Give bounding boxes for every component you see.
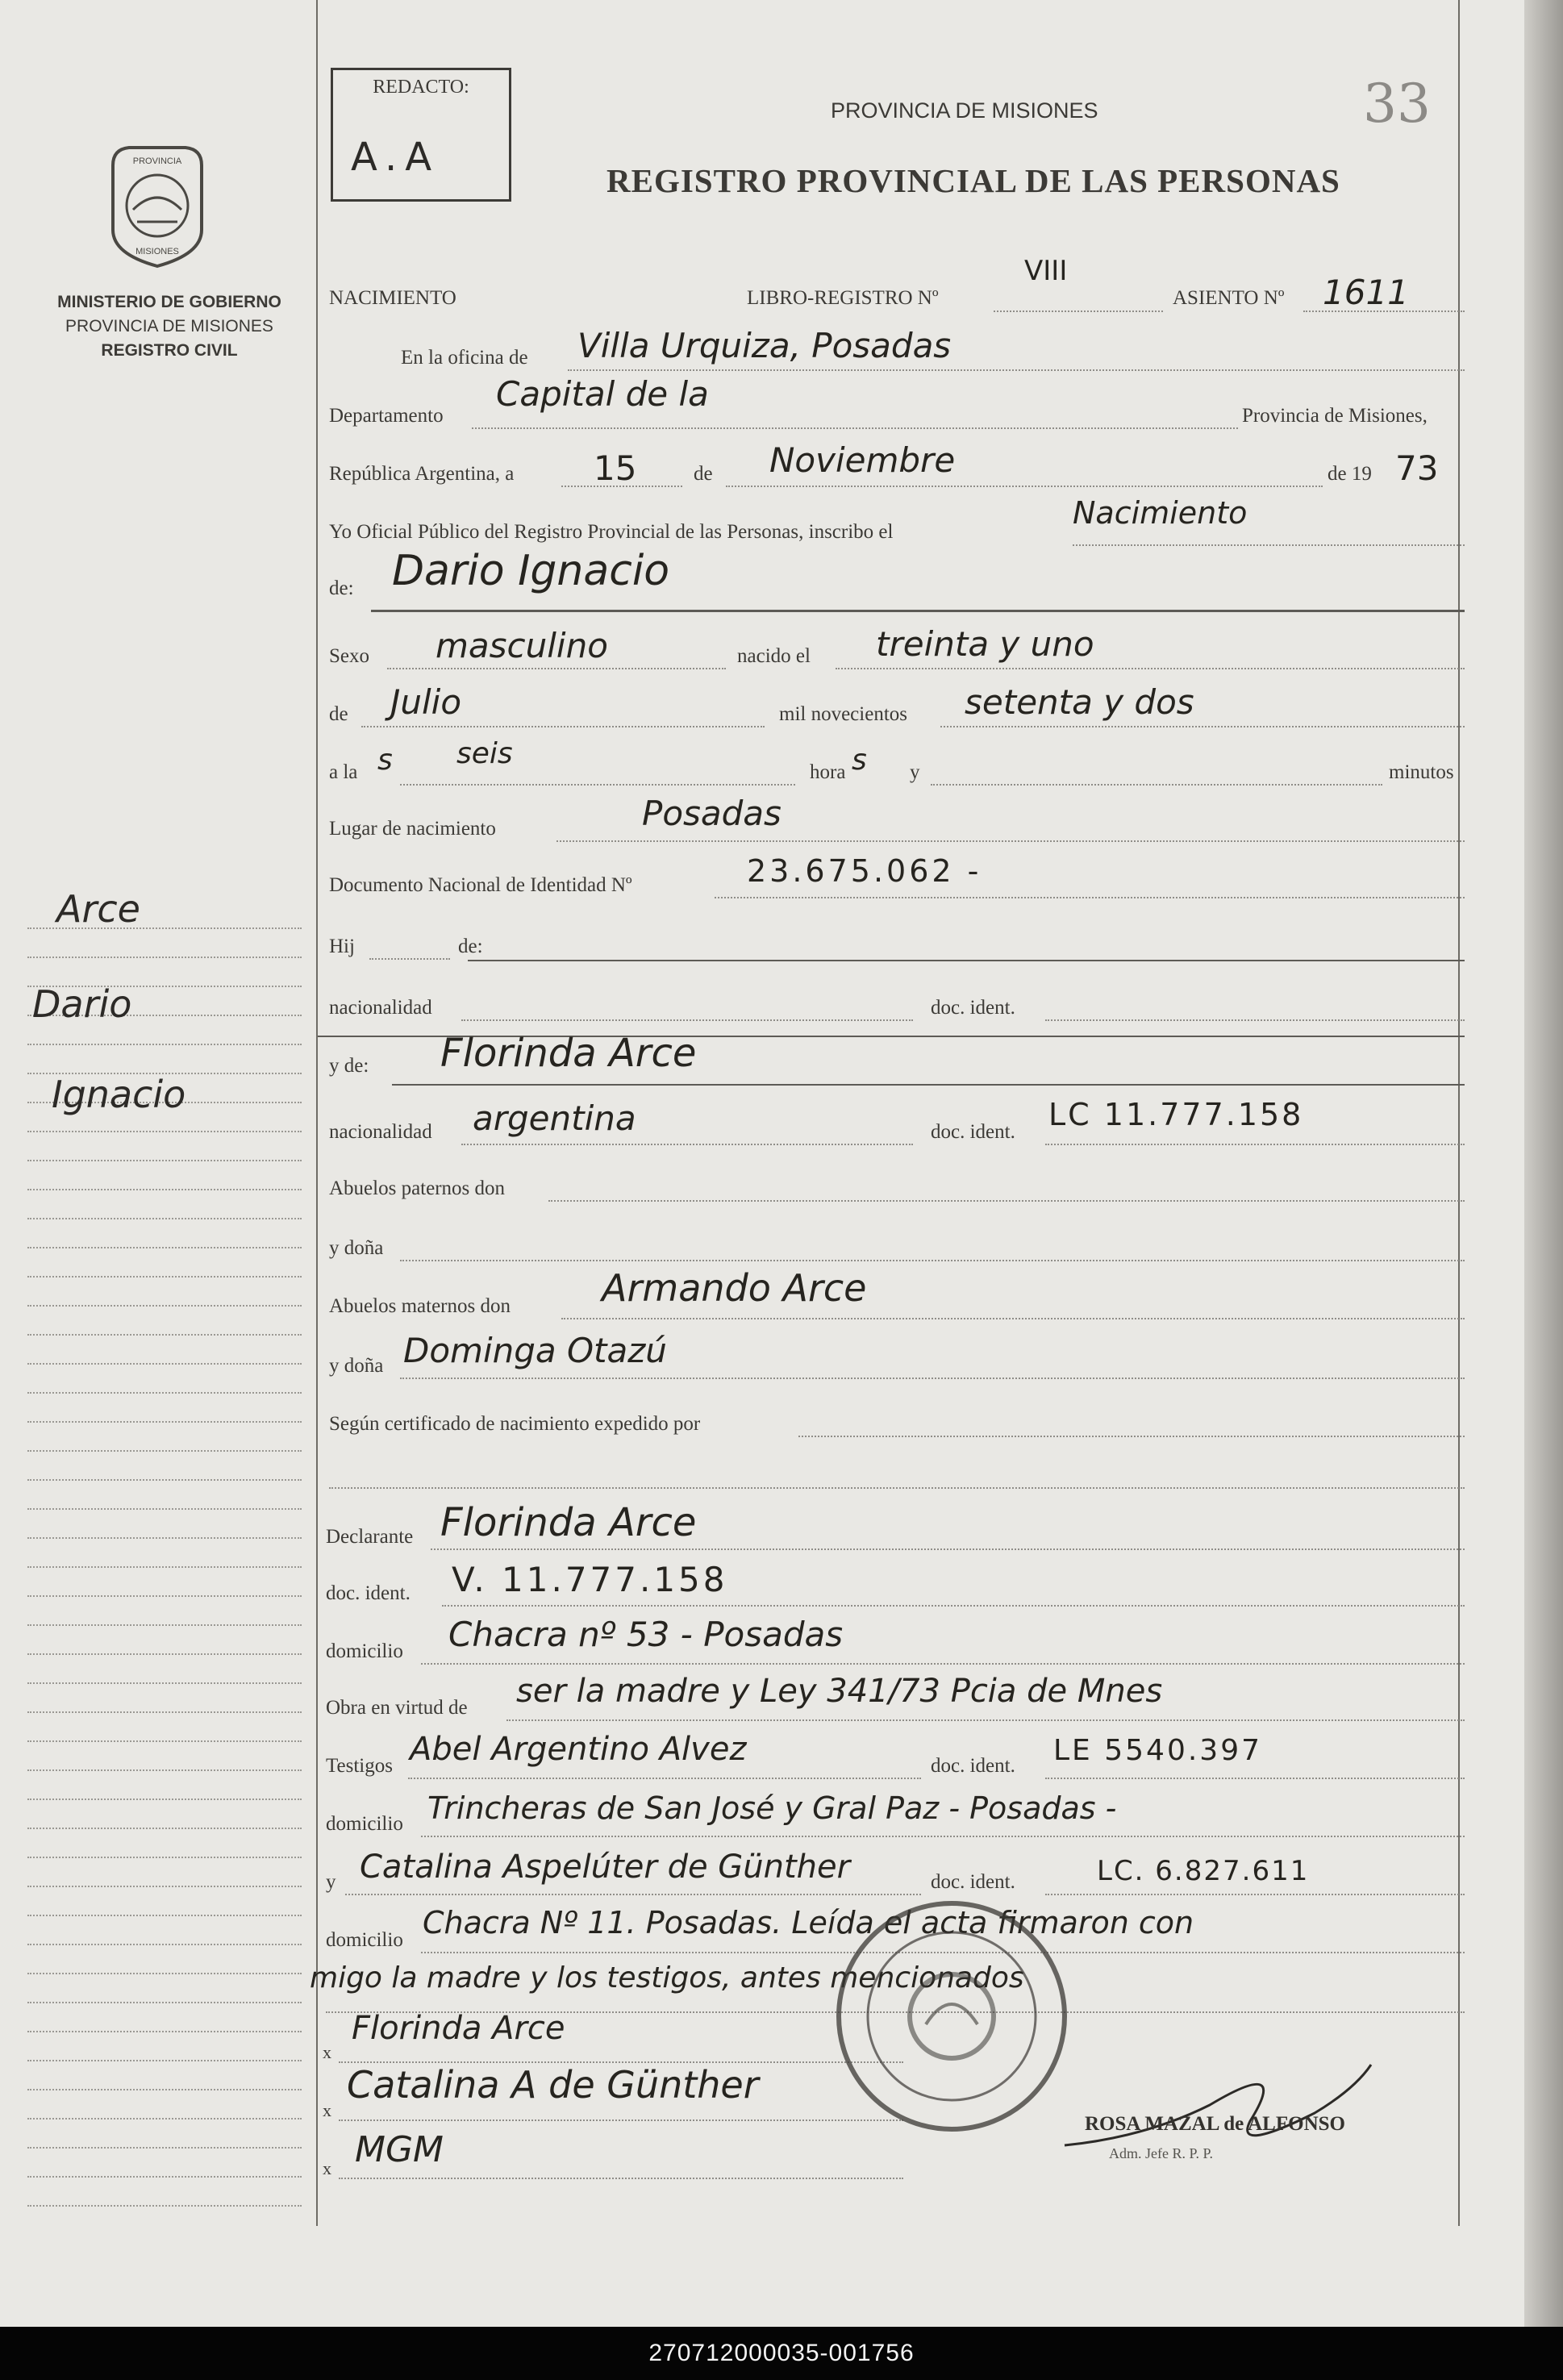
y-dona2-label: y doña bbox=[329, 1355, 384, 1377]
ministry-header bbox=[32, 290, 306, 363]
margin-rule bbox=[27, 1421, 302, 1423]
ala-label: a la bbox=[329, 761, 358, 783]
segun-line bbox=[798, 1436, 1465, 1437]
abuelos-pat-label: Abuelos paternos don bbox=[329, 1177, 506, 1199]
margin-rule bbox=[27, 1886, 302, 1887]
margin-rule bbox=[27, 1740, 302, 1742]
sig-x-2: x bbox=[323, 2100, 331, 2120]
oficial-text: Yo Oficial Público del Registro Provincial de las Personas, inscribo el bbox=[329, 521, 894, 543]
minutos-label: minutos bbox=[1389, 761, 1454, 783]
margin-rule bbox=[27, 1944, 302, 1945]
testigo2-value: Catalina Aspelúter de Günther bbox=[360, 1849, 851, 1886]
child-name-value: Dario Ignacio bbox=[392, 547, 670, 595]
lugar-label: Lugar de nacimiento bbox=[329, 818, 496, 840]
testigos-label: Testigos bbox=[326, 1755, 393, 1777]
seal-text-bottom: MISIONES bbox=[135, 247, 179, 256]
hij-label: Hij bbox=[329, 936, 355, 957]
margin-rule bbox=[27, 1595, 302, 1597]
margin-rule bbox=[27, 1799, 302, 1800]
testigo1-doc-label: doc. ident. bbox=[931, 1755, 1015, 1777]
nacionalidad-label: nacionalidad bbox=[329, 997, 432, 1019]
asiento-label: ASIENTO Nº bbox=[1173, 287, 1285, 309]
margin-rule bbox=[27, 1276, 302, 1278]
inscribo-line bbox=[1073, 544, 1465, 546]
margin-rule bbox=[27, 1044, 302, 1045]
mother-nationality-value: argentina bbox=[473, 1098, 636, 1138]
minutos-line bbox=[931, 784, 1382, 786]
obra-line bbox=[506, 1719, 1465, 1721]
name-underline bbox=[371, 610, 1465, 612]
domicilio3-label: domicilio bbox=[326, 1929, 403, 1951]
right-border bbox=[1458, 0, 1460, 2226]
testigo1-line bbox=[408, 1778, 921, 1779]
horas-suffix: s bbox=[852, 744, 867, 777]
margin-rule bbox=[27, 957, 302, 958]
sexo-label: Sexo bbox=[329, 645, 369, 667]
margin-rule bbox=[27, 1131, 302, 1132]
ministry-line3: REGISTRO CIVIL bbox=[101, 341, 238, 360]
margin-rule bbox=[27, 1624, 302, 1626]
sig-x-3: x bbox=[323, 2158, 331, 2178]
anio-nac-value: setenta y dos bbox=[965, 682, 1194, 722]
doc-ident-label: doc. ident. bbox=[931, 997, 1015, 1019]
mes-value: Noviembre bbox=[769, 440, 956, 480]
y-de-label: y de: bbox=[329, 1055, 369, 1077]
nombre-label: de: bbox=[329, 577, 354, 599]
margin-rule bbox=[27, 2147, 302, 2149]
signature-witness: Catalina A de Günther bbox=[347, 2063, 759, 2107]
oficina-label: En la oficina de bbox=[401, 347, 528, 369]
margin-rule bbox=[27, 1450, 302, 1452]
signature-mother: Florinda Arce bbox=[352, 2010, 565, 2047]
provincia-label: Provincia de Misiones, bbox=[1242, 405, 1428, 427]
lugar-value: Posadas bbox=[642, 794, 782, 833]
province-heading: PROVINCIA DE MISIONES bbox=[831, 98, 1098, 123]
margin-rule bbox=[27, 2002, 302, 2003]
redacto-label: REDACTO: bbox=[373, 77, 469, 98]
margin-rule bbox=[27, 1334, 302, 1336]
y-dona2-line bbox=[400, 1378, 1465, 1379]
hij-de-label: de: bbox=[458, 936, 483, 957]
decl-doc-line bbox=[442, 1605, 1465, 1607]
testigo1-doc-line bbox=[1045, 1778, 1465, 1779]
margin-rule bbox=[27, 1537, 302, 1539]
mother-doc-value: LC 11.777.158 bbox=[1048, 1097, 1304, 1132]
inscribo-value: Nacimiento bbox=[1073, 495, 1248, 531]
anio-value: 73 bbox=[1395, 448, 1439, 488]
margin-rule bbox=[27, 2031, 302, 2032]
margin-rule bbox=[27, 1189, 302, 1190]
sig-x-1: x bbox=[323, 2042, 331, 2062]
doc-ident-line bbox=[1045, 1019, 1465, 1021]
republica-label: República Argentina, a bbox=[329, 463, 515, 485]
libro-value: VIII bbox=[1024, 255, 1068, 287]
de2-label: de bbox=[329, 703, 348, 725]
margin-rule bbox=[27, 1857, 302, 1858]
margin-rule bbox=[27, 2176, 302, 2178]
coat-of-arms-seal bbox=[105, 141, 210, 270]
declarante-line bbox=[431, 1548, 1465, 1550]
domicilio2-line bbox=[421, 1836, 1465, 1837]
departamento-label: Departamento bbox=[329, 405, 444, 427]
nacido-label: nacido el bbox=[737, 645, 811, 667]
official-stamp bbox=[831, 1895, 1073, 2137]
domicilio-label: domicilio bbox=[326, 1640, 403, 1662]
margin-rule bbox=[27, 1973, 302, 1974]
decl-doc-label: doc. ident. bbox=[326, 1582, 411, 1604]
nacionalidad-line bbox=[461, 1019, 913, 1021]
anio-label: de 19 bbox=[1328, 463, 1372, 485]
margin-second-name: Ignacio bbox=[52, 1073, 186, 1116]
nacido-line bbox=[836, 668, 1465, 669]
official-signature-stroke bbox=[1048, 2016, 1387, 2178]
seal-text-top: PROVINCIA bbox=[132, 156, 182, 166]
redacto-value: A.A bbox=[351, 135, 440, 180]
horas-label: hora bbox=[810, 761, 846, 783]
margin-rule bbox=[27, 1566, 302, 1568]
libro-label: LIBRO-REGISTRO Nº bbox=[747, 287, 939, 309]
hij-line bbox=[369, 958, 450, 960]
testigo2-doc-value: LC. 6.827.611 bbox=[1097, 1855, 1310, 1887]
domicilio3-value: Chacra Nº 11. Posadas. Leída el acta firmaron con bbox=[423, 1905, 1194, 1940]
abuela-mat-value: Dominga Otazú bbox=[403, 1331, 667, 1370]
mil-label: mil novecientos bbox=[779, 703, 907, 725]
margin-rule bbox=[27, 1682, 302, 1684]
decl-doc-value: V. 11.777.158 bbox=[452, 1560, 728, 1599]
mother-line bbox=[392, 1084, 1465, 1086]
y-dona-line bbox=[400, 1260, 1465, 1261]
margin-rule bbox=[27, 1915, 302, 1916]
obra-label: Obra en virtud de bbox=[326, 1697, 468, 1719]
mes-line bbox=[726, 486, 1323, 487]
margin-rule bbox=[27, 1218, 302, 1219]
mother-name-value: Florinda Arce bbox=[440, 1031, 697, 1076]
mes-nac-line bbox=[361, 726, 765, 727]
signature-initials: MGM bbox=[355, 2129, 444, 2170]
margin-rule bbox=[27, 1363, 302, 1365]
domicilio2-label: domicilio bbox=[326, 1813, 403, 1835]
record-type-label: NACIMIENTO bbox=[329, 287, 456, 309]
testigo2-doc-label: doc. ident. bbox=[931, 1871, 1015, 1893]
margin-rule bbox=[27, 1247, 302, 1248]
domicilio-value: Chacra nº 53 - Posadas bbox=[448, 1615, 844, 1654]
margin-rule bbox=[27, 2205, 302, 2207]
sig-line-2 bbox=[339, 2119, 903, 2121]
ministry-line1: MINISTERIO DE GOBIERNO bbox=[57, 293, 281, 311]
oficina-line bbox=[568, 369, 1465, 371]
y2-label: y bbox=[326, 1871, 336, 1893]
segun-label: Según certificado de nacimiento expedido por bbox=[329, 1413, 701, 1435]
de-label: de bbox=[694, 463, 713, 485]
margin-rule bbox=[27, 2060, 302, 2061]
page-number: 33 bbox=[1363, 73, 1431, 135]
closing-text: migo la madre y los testigos, antes mencionados bbox=[310, 1961, 1024, 1994]
archive-code: 270712000035-001756 bbox=[0, 2327, 1563, 2380]
mes-nac-value: Julio bbox=[390, 682, 462, 722]
abuelo-mat-value: Armando Arce bbox=[602, 1266, 867, 1310]
doc-ident2-label: doc. ident. bbox=[931, 1121, 1015, 1143]
testigo1-value: Abel Argentino Alvez bbox=[410, 1731, 747, 1768]
father-line bbox=[468, 960, 1465, 961]
segun-line2 bbox=[329, 1487, 1465, 1489]
asiento-value: 1611 bbox=[1323, 273, 1409, 312]
official-name: ROSA MAZAL de ALFONSO bbox=[1085, 2113, 1345, 2135]
testigo1-doc-value: LE 5540.397 bbox=[1053, 1734, 1263, 1767]
margin-divider bbox=[316, 0, 318, 2226]
oficina-value: Villa Urquiza, Posadas bbox=[577, 326, 952, 365]
margin-rule bbox=[27, 2118, 302, 2119]
lugar-line bbox=[556, 840, 1465, 842]
nacido-value: treinta y uno bbox=[876, 624, 1094, 664]
nacionalidad2-label: nacionalidad bbox=[329, 1121, 432, 1143]
sig-line-3 bbox=[339, 2178, 903, 2179]
testigo2-doc-line bbox=[1045, 1894, 1465, 1895]
y-label: y bbox=[910, 761, 920, 783]
dia-value: 15 bbox=[594, 448, 637, 488]
margin-rule bbox=[27, 2089, 302, 2090]
dni-value: 23.675.062 - bbox=[747, 853, 982, 889]
declarante-value: Florinda Arce bbox=[440, 1500, 697, 1545]
departamento-value: Capital de la bbox=[496, 374, 709, 414]
hora-value: seis bbox=[456, 737, 513, 770]
official-title: Adm. Jefe R. P. P. bbox=[1109, 2145, 1214, 2161]
margin-first-name: Dario bbox=[32, 982, 132, 1026]
margin-rule bbox=[27, 1711, 302, 1713]
sexo-value: masculino bbox=[436, 626, 608, 665]
margin-rule bbox=[27, 1479, 302, 1481]
abuelos-pat-line bbox=[548, 1200, 1465, 1202]
nacionalidad2-line bbox=[461, 1144, 913, 1145]
hora-line bbox=[400, 784, 795, 786]
dni-line bbox=[715, 897, 1465, 898]
abuelos-mat-label: Abuelos maternos don bbox=[329, 1295, 511, 1317]
declarante-label: Declarante bbox=[326, 1526, 414, 1548]
obra-value: ser la madre y Ley 341/73 Pcia de Mnes bbox=[516, 1673, 1163, 1710]
libro-line bbox=[994, 311, 1163, 312]
domicilio-line bbox=[421, 1663, 1465, 1665]
margin-surname: Arce bbox=[56, 887, 140, 931]
registry-title: REGISTRO PROVINCIAL DE LAS PERSONAS bbox=[606, 162, 1340, 199]
doc-ident2-line bbox=[1045, 1144, 1465, 1145]
abuelos-mat-line bbox=[561, 1318, 1465, 1319]
margin-rule bbox=[27, 1508, 302, 1510]
ministry-line2: PROVINCIA DE MISIONES bbox=[65, 317, 273, 336]
domicilio2-value: Trincheras de San José y Gral Paz - Posadas - bbox=[427, 1790, 1117, 1826]
sexo-line bbox=[387, 668, 726, 669]
anio-nac-line bbox=[940, 726, 1465, 727]
sheet-edge bbox=[1524, 0, 1563, 2327]
margin-rule bbox=[27, 1392, 302, 1394]
departamento-line bbox=[472, 427, 1238, 429]
margin-rule bbox=[27, 1160, 302, 1161]
margin-rule bbox=[27, 1305, 302, 1307]
ala-value: s bbox=[377, 744, 393, 777]
margin-rule bbox=[27, 1828, 302, 1829]
margin-rule bbox=[27, 1653, 302, 1655]
redacto-box bbox=[331, 68, 511, 202]
margin-rule bbox=[27, 1769, 302, 1771]
y-dona-label: y doña bbox=[329, 1237, 384, 1259]
dni-label: Documento Nacional de Identidad Nº bbox=[329, 874, 632, 896]
